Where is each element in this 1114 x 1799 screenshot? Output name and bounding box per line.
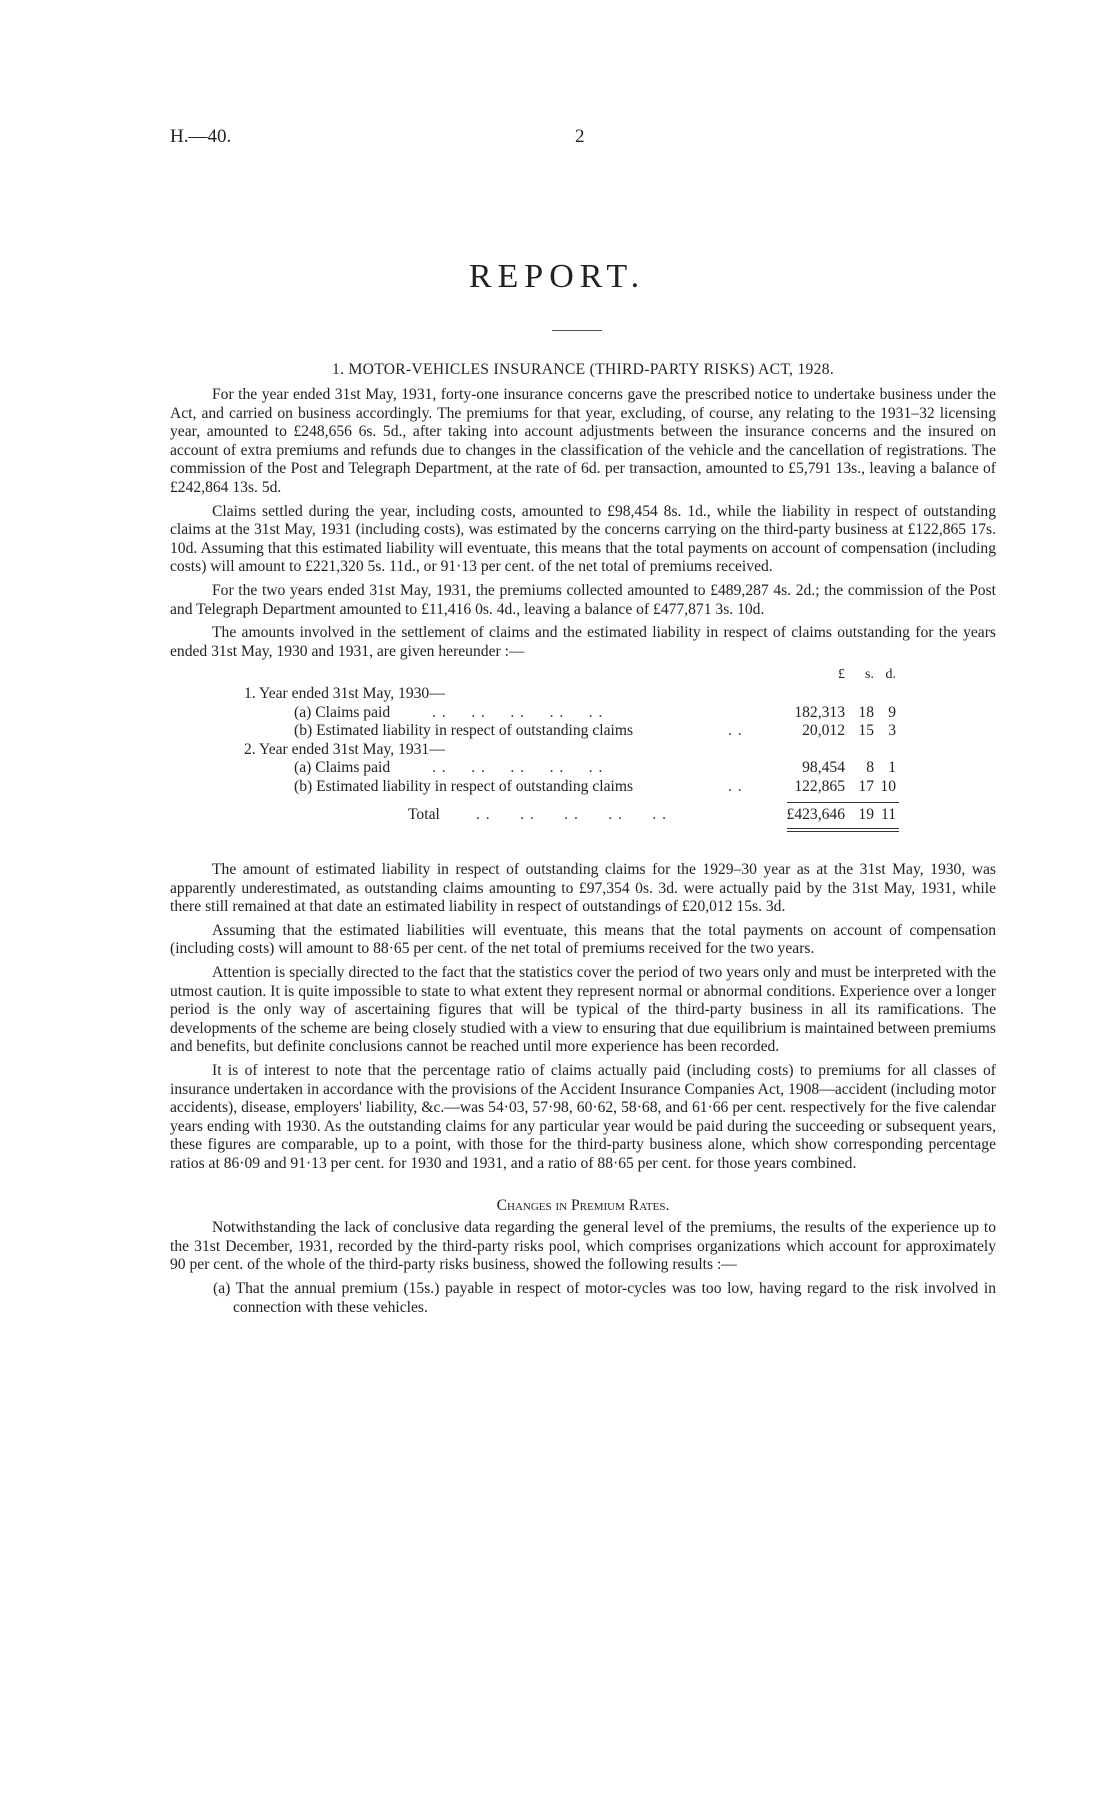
leader-dots: . .	[728, 777, 743, 795]
total-double-rule-top	[787, 828, 899, 829]
cell-shillings: 15	[858, 722, 874, 740]
total-shillings: 19	[858, 806, 874, 824]
col-header-pence: d.	[885, 667, 896, 683]
paragraph: For the year ended 31st May, 1931, forty-one insurance concerns gave the prescribed notice to undertake business under the Act, and carried on business accordingly. The premiums for that year, excluding, of course, any relating to the 1931–32 licensing year, amounted to £248,656 6s. 5d., after taking into account adjustments between the insurance concerns and the insured on account of extra premiums and refunds due to changes in the classification of the vehicle and the cancellation of registrations. The commission of the Post and Telegraph Department, at the rate of 6d. per transaction, amounted to £5,791 13s., leaving a balance of £242,864 13s. 5d.	[170, 386, 996, 496]
cell-pence: 10	[880, 777, 896, 795]
table-row	[170, 759, 996, 778]
paragraph: The amounts involved in the settlement of claims and the estimated liability in respect of claims outstanding for the years ended 31st May, 1930 and 1931, are given hereunder :—	[170, 624, 996, 660]
cell-shillings: 18	[858, 703, 874, 721]
cell-pence: 9	[888, 703, 896, 721]
leader-dots: . . . . . . . . . .	[476, 806, 668, 824]
cell-pounds: 122,865	[794, 777, 845, 795]
paragraph: Attention is specially directed to the fact that the statistics cover the period of two years only and must be interpreted with the utmost caution. It is quite impossible to state to what extent they represent normal or abnormal conditions. Experience over a longer period is the only way of ascertaining figures that will be typical of the third-party business in all its ramifications. The developments of the scheme are being closely studied with a view to ensuring that due equilibrium is maintained between premiums and benefits, but definite conclusions cannot be reached until more experience has been recorded.	[170, 964, 996, 1056]
total-label: Total	[408, 806, 440, 824]
row-label: (b) Estimated liability in respect of outstanding claims	[294, 777, 634, 795]
table-row	[170, 722, 996, 741]
paragraph: Notwithstanding the lack of conclusive data regarding the general level of the premiums, the results of the experience up to the 31st December, 1931, recorded by the third-party risks pool, which comprises organizations which account for approximately 90 per cent. of the whole of the third-party risks business, showed the following results :—	[170, 1219, 996, 1274]
cell-shillings: 17	[858, 777, 874, 795]
row-label: (a) Claims paid	[294, 703, 391, 721]
total-pence: 11	[880, 806, 896, 824]
subsection-heading: Changes in Premium Rates.	[496, 1196, 670, 1214]
paragraph: The amount of estimated liability in respect of outstanding claims for the 1929–30 year as at the 31st May, 1930, was apparently underestimated, as outstanding claims amounting to £97,354 0s. 3d. were actually paid by the 31st May, 1931, while there still remained at that date an estimated liability in respect of outstandings of £20,012 15s. 3d.	[170, 861, 996, 916]
cell-pounds: 182,313	[794, 703, 845, 721]
title-rule	[552, 330, 602, 331]
total-pounds: £423,646	[786, 806, 845, 824]
cell-pence: 1	[888, 759, 896, 777]
table-row	[170, 778, 996, 797]
row-label: (a) Claims paid	[294, 759, 391, 777]
table-group-label: 1. Year ended 31st May, 1930—	[244, 684, 445, 702]
report-title: REPORT.	[468, 258, 646, 295]
row-label: (b) Estimated liability in respect of outstanding claims	[294, 722, 634, 740]
table-row	[170, 704, 996, 723]
page-number: 2	[575, 126, 585, 147]
leader-dots: . .	[728, 722, 743, 740]
table-group-label: 2. Year ended 31st May, 1931—	[244, 740, 445, 758]
total-double-rule-bottom	[787, 831, 899, 832]
leader-dots: . . . . . . . . . .	[432, 759, 604, 777]
paragraph: Assuming that the estimated liabilities will eventuate, this means that the total payments on account of compensation (including costs) will amount to 88·65 per cent. of the net total of premiums received for the two years.	[170, 921, 996, 958]
cell-pounds: 20,012	[802, 722, 845, 740]
paragraph: Claims settled during the year, including costs, amounted to £98,454 8s. 1d., while the liability in respect of outstanding claims at the 31st May, 1931 (including costs), was estimated by the concerns carrying on the third-party business at £122,865 17s. 10d. Assuming that this estimated liability will eventuate, this means that the total payments on account of compensation (including costs) will amount to £221,320 5s. 11d., or 91·13 per cent. of the net total of premiums received.	[170, 502, 996, 576]
table-total-row	[170, 806, 996, 825]
list-item: (a) That the annual premium (15s.) payable in respect of motor-cycles was too low, having regard to the risk involved in connection with these vehicles.	[213, 1279, 996, 1316]
subtotal-rule	[787, 802, 899, 803]
cell-pence: 3	[888, 722, 896, 740]
paragraph: For the two years ended 31st May, 1931, the premiums collected amounted to £489,287 4s. 2d.; the commission of the Post and Telegraph Department amounted to £11,416 0s. 4d., leaving a balance of £477,871 3s. 10d.	[170, 581, 996, 618]
cell-pounds: 98,454	[802, 759, 845, 777]
cell-shillings: 8	[866, 759, 874, 777]
col-header-pounds: £	[838, 667, 845, 683]
claims-table	[170, 666, 996, 837]
col-header-shillings: s.	[865, 667, 874, 683]
section-heading: 1. MOTOR-VEHICLES INSURANCE (THIRD-PARTY RISKS) ACT, 1928.	[331, 361, 835, 378]
paragraph: It is of interest to note that the percentage ratio of claims actually paid (including costs) to premiums for all classes of insurance undertaken in accordance with the provisions of the Accident Insurance Companies Act, 1908—accident (including motor accidents), disease, employers' liability, &c.—was 54·03, 57·98, 60·62, 58·68, and 61·66 per cent. respectively for the five calendar years ending with 1930. As the outstanding claims for any particular year would be paid during the succeeding or subsequent years, these figures are comparable, up to a point, with those for the third-party business alone, which show corresponding percentage ratios at 86·09 and 91·13 per cent. for 1930 and 1931, and a ratio of 88·65 per cent. for those years combined.	[170, 1062, 996, 1172]
document-reference: H.—40.	[170, 126, 232, 147]
report-body	[170, 386, 996, 1322]
table-header-row	[170, 666, 996, 685]
leader-dots: . . . . . . . . . .	[432, 703, 604, 721]
